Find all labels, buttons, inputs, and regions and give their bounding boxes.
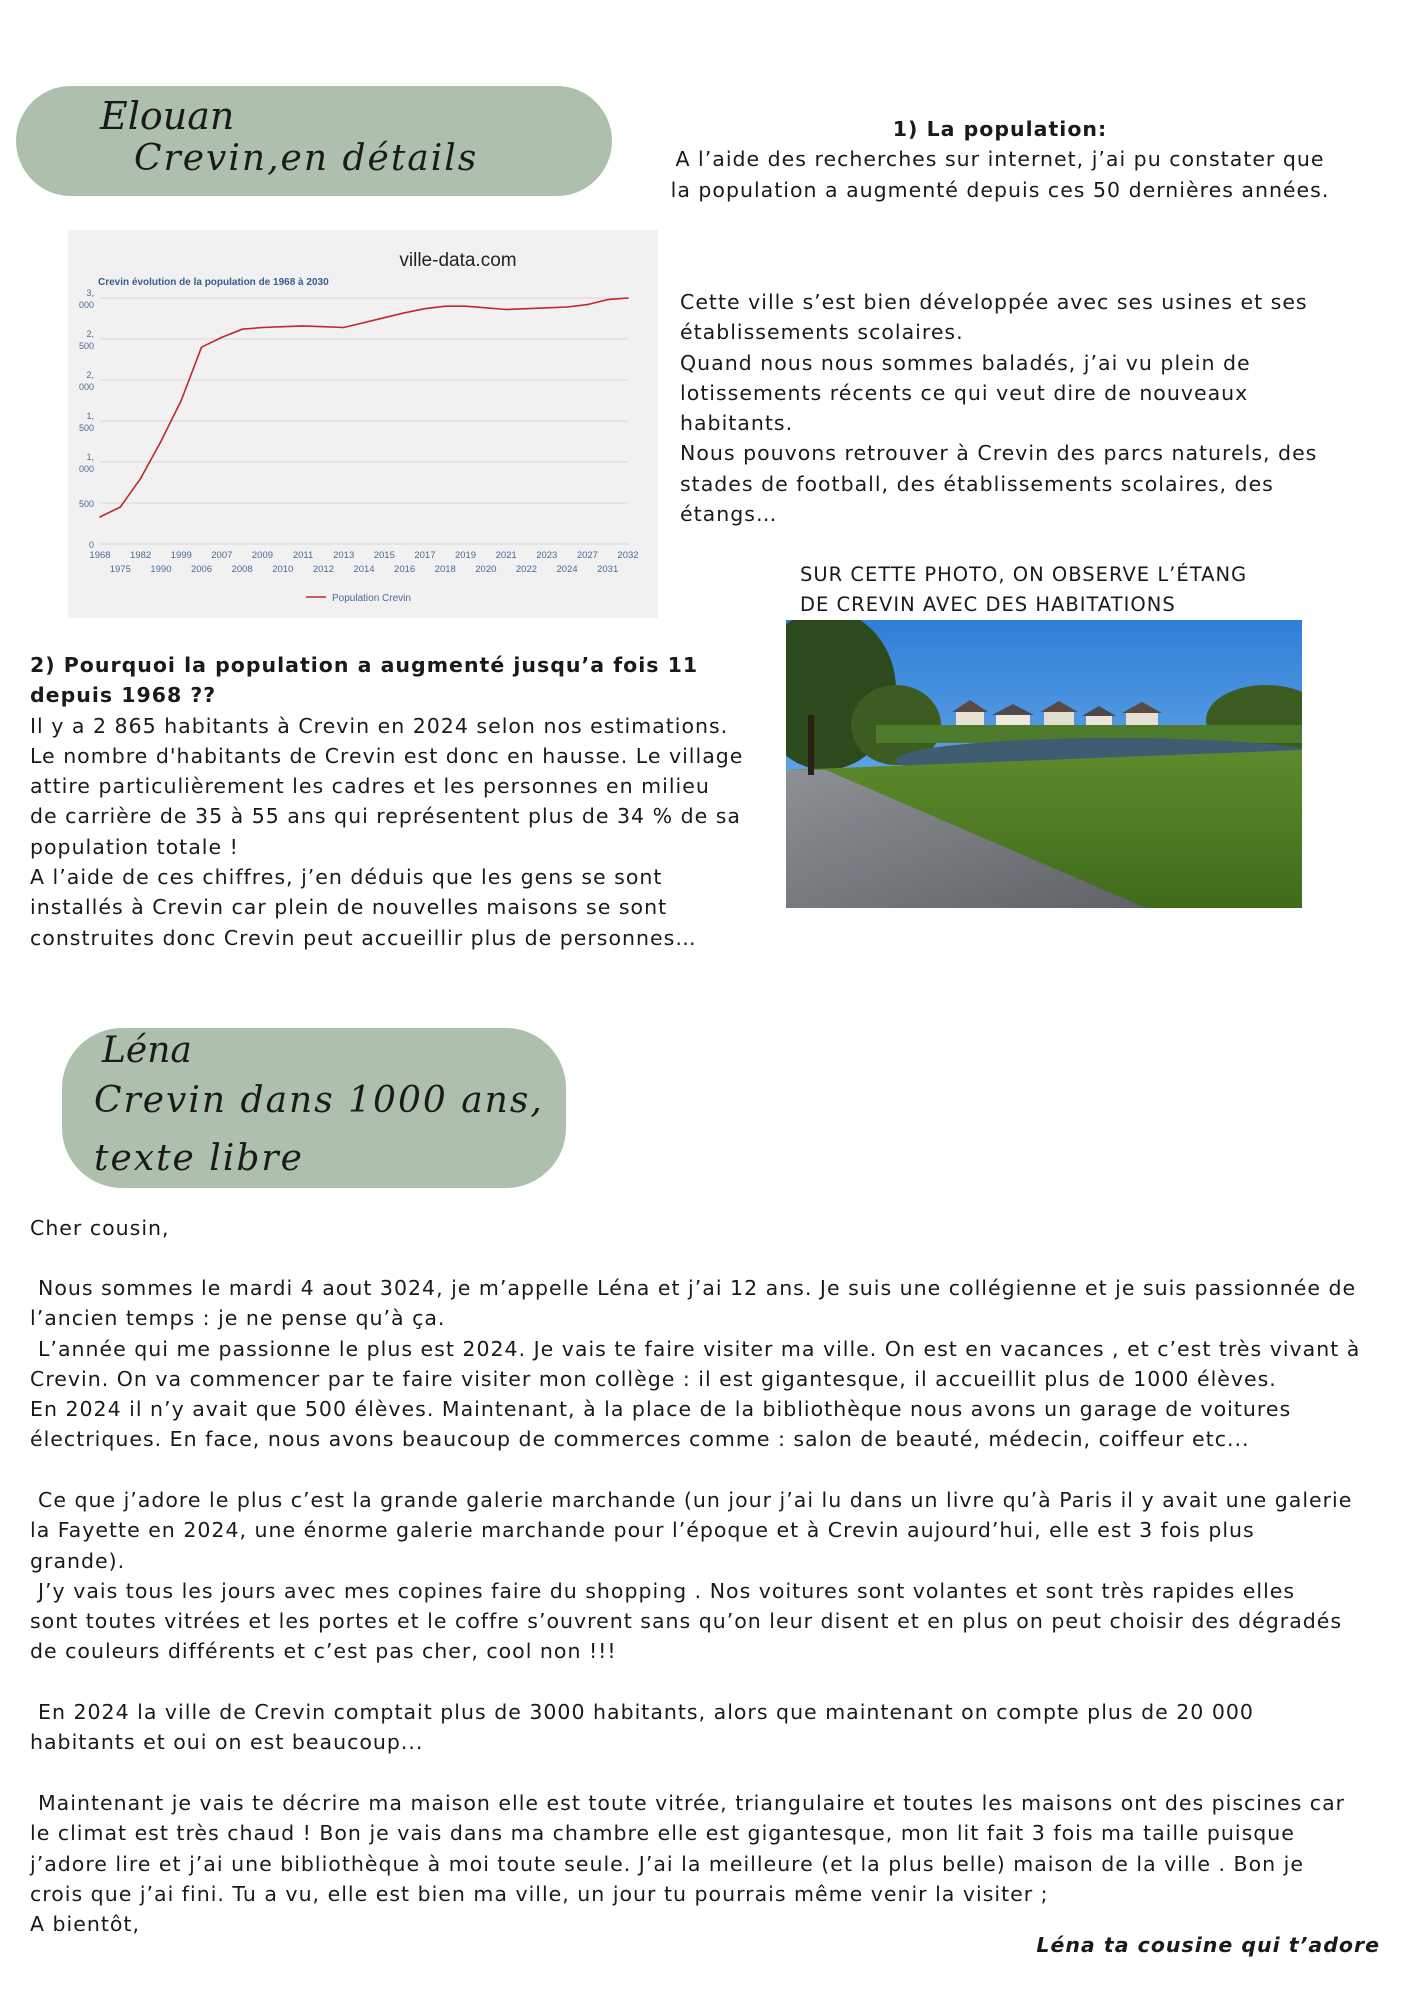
chart-ytick-label: 500 [78,499,94,509]
chart-source: ville-data.com [399,250,517,271]
chart-xtick-label: 2017 [414,550,436,561]
chart-ytick-label: 500 [78,423,94,433]
population-section [640,114,1360,205]
chart-point [587,304,589,306]
chart-ytick-label: 3, [86,288,94,298]
chart-ytick-label: 000 [78,300,94,310]
population-line: la population a augmenté depuis ces 50 dernières années. [670,177,1330,202]
letter-line: j’adore lire et j’ai une bibliothèque à moi toute seule. J’ai la meilleure (et la plus belle) maison de la ville . Bon je [30,1851,1304,1876]
letter-greeting: Cher cousin, [30,1216,170,1240]
chart-point [546,307,548,309]
chart-xtick-label: 2022 [515,564,538,575]
chart-point [566,306,568,308]
letter-paragraph-1 [30,1273,1400,1455]
chart-xtick-label: 2014 [353,564,375,575]
chart-point [160,441,162,443]
letter-line: habitants et oui on est beaucoup... [30,1730,424,1755]
letter-line: sont toutes vitrées et les portes et le coffre s’ouvrent sans qu’on leur disent et en plus on peut choisir des dégradés [30,1609,1343,1634]
development-line: Nous pouvons retrouver à Crevin des parcs naturels, des [680,441,1318,466]
chart-xtick-label: 1968 [89,550,111,561]
question2-heading: depuis 1968 ?? [30,683,217,708]
chart-xtick-label: 2027 [576,550,598,561]
chart-ytick-label: 1, [86,452,94,462]
chart-point [180,400,182,402]
letter-paragraph-3 [30,1697,1400,1758]
chart-xtick-label: 2006 [190,564,213,575]
development-line: stades de football, des établissements scolaires, des [680,471,1274,496]
development-line: Quand nous nous sommes baladés, j’ai vu plein de [680,350,1251,375]
question2-heading: 2) Pourquoi la population a augmenté jusqu’a fois 11 [30,653,699,677]
development-paragraph [680,287,1380,529]
chart-legend-label: Population Crevin [332,593,411,604]
letter-line: électriques. En face, nous avons beaucoup de commerces comme : salon de beauté, médecin, coiffeur etc... [30,1427,1250,1452]
letter-line: En 2024 la ville de Crevin comptait plus de 3000 habitants, alors que maintenant on compte plus de 20 000 [38,1700,1254,1724]
letter-line: Maintenant je vais te décrire ma maison elle est toute vitrée, triangulaire et toutes les maisons ont des piscines car [38,1791,1346,1815]
chart-xtick-label: 2010 [272,564,294,575]
letter-line: J’y vais tous les jours avec mes copines faire du shopping . Nos voitures sont volantes et sont très rapides elles [38,1578,1296,1603]
chart-ytick-label: 2, [86,329,94,339]
chart-point [363,322,365,324]
chart-point [241,328,243,330]
chart-point [526,308,528,310]
chart-point [343,327,345,329]
question2-line: Le nombre d'habitants de Crevin est donc en hausse. Le village [30,743,744,768]
population-heading: 1) La population: [892,117,1108,141]
chart-point [485,307,487,309]
section1-author: Elouan [100,94,235,138]
section2-title: texte libre [94,1138,304,1179]
development-line: Cette ville s’est bien développée avec ses usines et ses [680,290,1308,314]
chart-xtick-label: 1999 [170,550,192,561]
chart-xtick-label: 2009 [251,550,274,561]
chart-xtick-label: 2011 [292,550,314,561]
letter-line: Nous sommes le mardi 4 aout 3024, je m’appelle Léna et j’ai 12 ans. Je suis une collégienne et je suis passionnée de [38,1276,1357,1300]
photo-caption [800,560,1360,621]
chart-xtick-label: 2031 [597,564,619,575]
chart-xtick-label: 2016 [394,564,416,575]
chart-title: Crevin évolution de la population de 1968 à 2030 [98,277,329,288]
letter-signature: Léna ta cousine qui t’adore [1036,1933,1380,1957]
chart-xtick-label: 1975 [109,564,131,575]
letter-paragraph-2 [30,1485,1400,1667]
chart-point [444,305,446,307]
chart-point [424,308,426,310]
chart-point [465,305,467,307]
chart-xtick-label: 1982 [130,550,152,561]
section2-title: Crevin dans 1000 ans, [94,1080,544,1121]
letter-line: grande). [30,1548,126,1573]
letter-line: L’année qui me passionne le plus est 2024. Je vais te faire visiter ma ville. On est en vacances , et c’est très vivant à [38,1336,1361,1361]
section2-author: Léna [102,1030,192,1071]
development-line: étangs… [680,502,778,527]
development-line: habitants. [680,411,794,436]
question2-line: construites donc Crevin peut accueillir plus de personnes… [30,925,697,950]
chart-xtick-label: 1990 [150,564,172,575]
chart-point [607,299,609,301]
chart-point [120,506,122,508]
chart-point [404,312,406,314]
chart-xtick-label: 2007 [211,550,233,561]
letter-paragraph-4 [30,1788,1400,1939]
chart-point [282,326,284,328]
letter-line: l’ancien temps : je ne pense qu’à ça. [30,1306,446,1331]
letter-line: le climat est très chaud ! Bon je vais dans ma chambre elle est gigantesque, mon lit fait 3 fois ma taille puisque [30,1821,1295,1846]
chart-xtick-label: 2021 [495,550,517,561]
chart-ytick-label: 0 [88,540,94,550]
question2-line: de carrière de 35 à 55 ans qui représentent plus de 34 % de sa [30,804,741,829]
chart-xtick-label: 2012 [312,564,334,575]
chart-xtick-label: 2008 [231,564,253,575]
letter-line: Ce que j’adore le plus c’est la grande galerie marchande (un jour j’ai lu dans un livre qu’à Paris il y avait une galerie [38,1488,1353,1512]
chart-point [323,326,325,328]
question2-line: Il y a 2 865 habitants à Crevin en 2024 selon nos estimations. [30,713,729,738]
chart-xtick-label: 2013 [333,550,355,561]
pond-photo-image [786,620,1302,908]
photo-caption-line: DE CREVIN AVEC DES HABITATIONS [800,593,1176,617]
question2-line: population totale ! [30,834,239,859]
chart-ytick-label: 1, [86,411,94,421]
letter-line: la Fayette en 2024, une énorme galerie marchande pour l’époque et à Crevin aujourd’hui, elle est 3 fois plus [30,1518,1255,1543]
chart-point [221,337,223,339]
chart-point [262,327,264,329]
chart-point [201,346,203,348]
letter-line: En 2024 il n’y avait que 500 élèves. Maintenant, à la place de la bibliothèque nous avons un garage de voitures [30,1397,1292,1422]
chart-ytick-label: 000 [78,464,94,474]
letter-line: Crevin. On va commencer par te faire visiter mon collège : il est gigantesque, il accueillit plus de 1000 élèves. [30,1366,1277,1391]
chart-point [302,325,304,327]
development-line: établissements scolaires. [680,320,964,345]
chart-xtick-label: 2023 [536,550,558,561]
question2-line: A l’aide de ces chiffres, j’en déduis que les gens se sont [30,865,663,890]
chart-xtick-label: 2019 [454,550,477,561]
chart-ytick-label: 000 [78,382,94,392]
population-line: A l’aide des recherches sur internet, j’ai pu constater que [675,147,1325,172]
chart-series-line [100,298,628,517]
chart-xtick-label: 2020 [475,564,497,575]
chart-xtick-label: 2015 [373,550,395,561]
photo-caption-line: SUR CETTE PHOTO, ON OBSERVE L’ÉTANG [800,563,1248,586]
chart-xtick-label: 2018 [434,564,456,575]
chart-ytick-label: 2, [86,370,94,380]
chart-point [140,478,142,480]
pond-photo [786,620,1302,908]
chart-point [627,297,629,299]
development-line: lotissements récents ce qui veut dire de nouveaux [680,380,1249,405]
chart-point [99,516,101,518]
question2-line: installés à Crevin car plein de nouvelles maisons se sont [30,895,668,920]
letter-line: de couleurs différents et c’est pas cher, cool non !!! [30,1639,617,1664]
chart-xtick-label: 2032 [617,550,639,561]
chart-ytick-label: 500 [78,341,94,351]
chart-point [384,317,386,319]
chart-point [505,309,507,311]
question2-section [30,650,790,953]
population-chart [68,230,658,618]
question2-line: attire particulièrement les cadres et les personnes en milieu [30,774,710,799]
chart-xtick-label: 2024 [556,564,578,575]
letter-line: crois que j’ai fini. Tu a vu, elle est bien ma ville, un jour tu pourrais même venir la visiter ; [30,1881,1049,1906]
letter-line: A bientôt, [30,1912,140,1937]
section1-title: Crevin,en détails [134,138,479,179]
population-chart-svg [68,230,658,618]
